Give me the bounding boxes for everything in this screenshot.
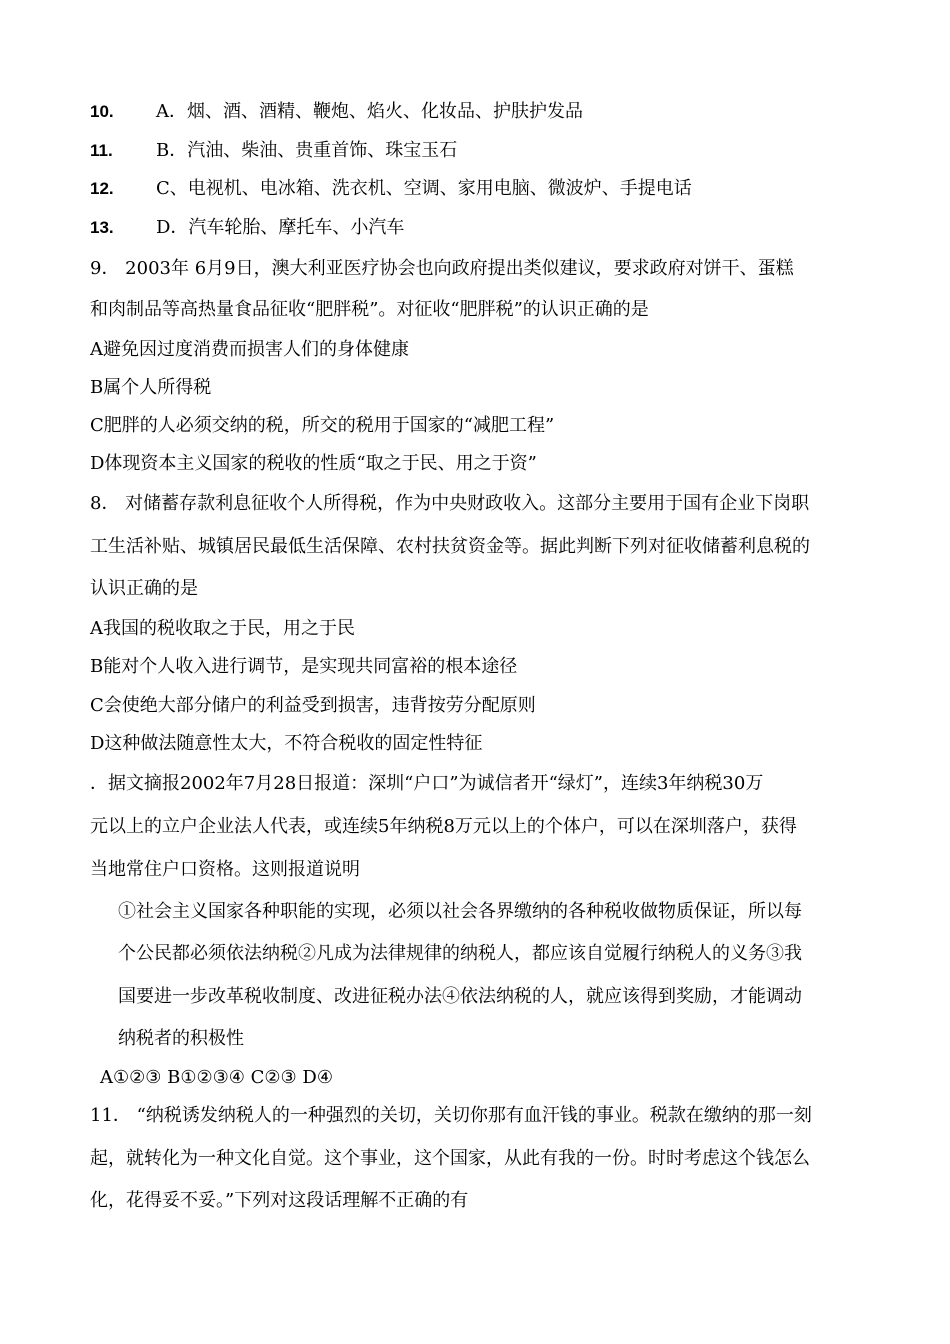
question-9-stem-line: 9． 2003年 6月9日，澳大利亚医疗协会也向政府提出类似建议，要求政府对饼干、蛋糕 [90, 258, 794, 279]
question-8-option: A我国的税收取之于民，用之于民 [90, 618, 355, 639]
list-number: 13. [90, 218, 114, 237]
list-number: 11. [90, 141, 113, 160]
question-8-option: C会使绝大部分储户的利益受到损害，违背按劳分配原则 [90, 695, 536, 716]
question-report-stem-line: 元以上的立户企业法人代表，或连续5年纳税8万元以上的个体户，可以在深圳落户，获得 [90, 816, 797, 837]
list-text: C、电视机、电冰箱、洗衣机、空调、家用电脑、微波炉、手提电话 [156, 178, 692, 199]
list-item [90, 177, 692, 201]
question-8-stem-line: 工生活补贴、城镇居民最低生活保障、农村扶贫资金等。据此判断下列对征收储蓄利息税的 [90, 536, 810, 557]
list-item [90, 139, 457, 163]
question-report-statement: 纳税者的积极性 [118, 1028, 244, 1049]
question-report-statement: ①社会主义国家各种职能的实现，必须以社会各界缴纳的各种税收做物质保证，所以每 [118, 901, 802, 922]
question-8-option: D这种做法随意性太大，不符合税收的固定性特征 [90, 733, 483, 754]
list-number: 12. [90, 179, 114, 198]
question-9-option: C肥胖的人必须交纳的税，所交的税用于国家的“减肥工程” [90, 415, 555, 436]
question-report-choices: A①②③ B①②③④ C②③ D④ [100, 1067, 333, 1088]
question-8-stem-line: 8． 对储蓄存款利息征收个人所得税，作为中央财政收入。这部分主要用于国有企业下岗职 [90, 493, 810, 514]
question-8-stem-line: 认识正确的是 [90, 578, 198, 599]
question-9-option: B属个人所得税 [90, 377, 212, 398]
list-text: A．烟、酒、酒精、鞭炮、焰火、化妆品、护肤护发品 [156, 101, 583, 122]
question-9-option: D体现资本主义国家的税收的性质“取之于民、用之于资” [90, 453, 537, 474]
question-8-option: B能对个人收入进行调节，是实现共同富裕的根本途径 [90, 656, 518, 677]
question-11-stem-line: 化，花得妥不妥。”下列对这段话理解不正确的有 [90, 1190, 469, 1211]
question-report-stem-line: ．据文摘报2002年7月28日报道：深圳“户口”为诚信者开“绿灯”，连续3年纳税30万 [90, 773, 764, 794]
list-item [90, 100, 583, 124]
list-text: D．汽车轮胎、摩托车、小汽车 [156, 217, 405, 238]
question-report-stem-line: 当地常住户口资格。这则报道说明 [90, 859, 360, 880]
list-item [90, 216, 404, 240]
question-report-statement: 国要进一步改革税收制度、改进征税办法④依法纳税的人，就应该得到奖励，才能调动 [118, 986, 802, 1007]
question-report-statement: 个公民都必须依法纳税②凡成为法律规律的纳税人，都应该自觉履行纳税人的义务③我 [118, 943, 802, 964]
list-text: B．汽油、柴油、贵重首饰、珠宝玉石 [156, 140, 458, 161]
question-11-stem-line: 起，就转化为一种文化自觉。这个事业，这个国家，从此有我的一份。时时考虑这个钱怎么 [90, 1148, 810, 1169]
question-9-stem-line: 和肉制品等高热量食品征收“肥胖税”。对征收“肥胖税”的认识正确的是 [90, 299, 649, 320]
question-11-stem-line: 11． “纳税诱发纳税人的一种强烈的关切，关切你那有血汗钱的事业。税款在缴纳的那一刻 [90, 1105, 812, 1126]
question-9-option: A避免因过度消费而损害人们的身体健康 [90, 339, 409, 360]
list-number: 10. [90, 102, 114, 121]
